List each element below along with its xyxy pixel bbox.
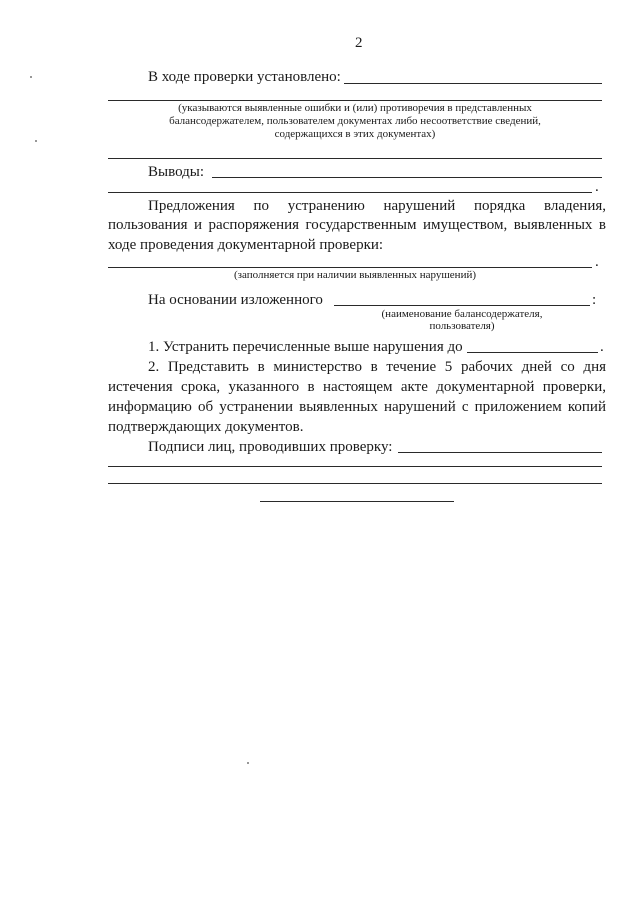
basis-hint-2: пользователя)	[429, 320, 495, 332]
signature-line-1	[108, 466, 602, 467]
basis-label: На основании изложенного	[148, 292, 323, 308]
found-extra-line	[108, 158, 602, 159]
signatures-fill-line	[398, 452, 602, 453]
found-hint-3: содержащихся в этих документах)	[274, 128, 436, 140]
proposals-line-1	[148, 197, 606, 215]
item2-line-1	[148, 358, 606, 376]
proposals-text-1: Предложения по устранению нарушений порядка владения,	[148, 198, 606, 214]
signatures-label: Подписи лиц, проводивших проверку:	[148, 439, 393, 455]
scan-speck	[30, 76, 32, 78]
conclusions-label: Выводы:	[148, 164, 205, 180]
proposals-hint: (заполняется при наличии выявленных нарушений)	[233, 269, 477, 281]
item2-text-1: 2. Представить в министерство в течение 5 рабочих дней со дня	[148, 359, 606, 375]
basis-fill-line	[334, 305, 590, 306]
found-continuation-line	[108, 100, 602, 101]
item2-line-3	[108, 398, 606, 416]
signature-line-2	[108, 483, 602, 484]
found-fill-line	[344, 83, 602, 84]
scan-speck	[35, 140, 37, 142]
item2-text-2: истечения срока, указанного в настоящем акте документарной проверки,	[108, 379, 606, 395]
found-hint-1: (указываются выявленные ошибки и (или) противоречия в представленных	[178, 102, 532, 114]
conclusions-fill-line	[212, 177, 602, 178]
conclusions-end-dot: .	[595, 179, 599, 195]
proposals-fill-line	[108, 267, 592, 268]
item1-end-dot: .	[600, 339, 604, 355]
item1-fill-line	[467, 352, 598, 353]
item1-text: 1. Устранить перечисленные выше нарушения до	[148, 339, 463, 355]
item2-line-2	[108, 378, 606, 396]
basis-hint-1: (наименование балансодержателя,	[381, 308, 543, 320]
proposals-text-3: ходе проведения документарной проверки:	[108, 237, 384, 253]
proposals-text-2: пользования и распоряжения государственным имуществом, выявленных в	[108, 217, 606, 233]
scan-speck	[247, 762, 249, 764]
found-label: В ходе проверки установлено:	[148, 69, 341, 85]
basis-colon: :	[592, 292, 597, 308]
found-hint-2: балансодержателем, пользователем документах либо несоответствие сведений,	[169, 115, 541, 127]
conclusions-continuation-line	[108, 192, 592, 193]
page-number: 2	[355, 35, 363, 51]
closing-rule	[260, 501, 454, 502]
item2-text-4: подтверждающих документов.	[108, 419, 304, 435]
item2-text-3: информацию об устранении выявленных нарушений с приложением копий	[108, 399, 606, 415]
proposals-line-2	[108, 216, 606, 234]
proposals-end-dot: .	[595, 254, 599, 270]
